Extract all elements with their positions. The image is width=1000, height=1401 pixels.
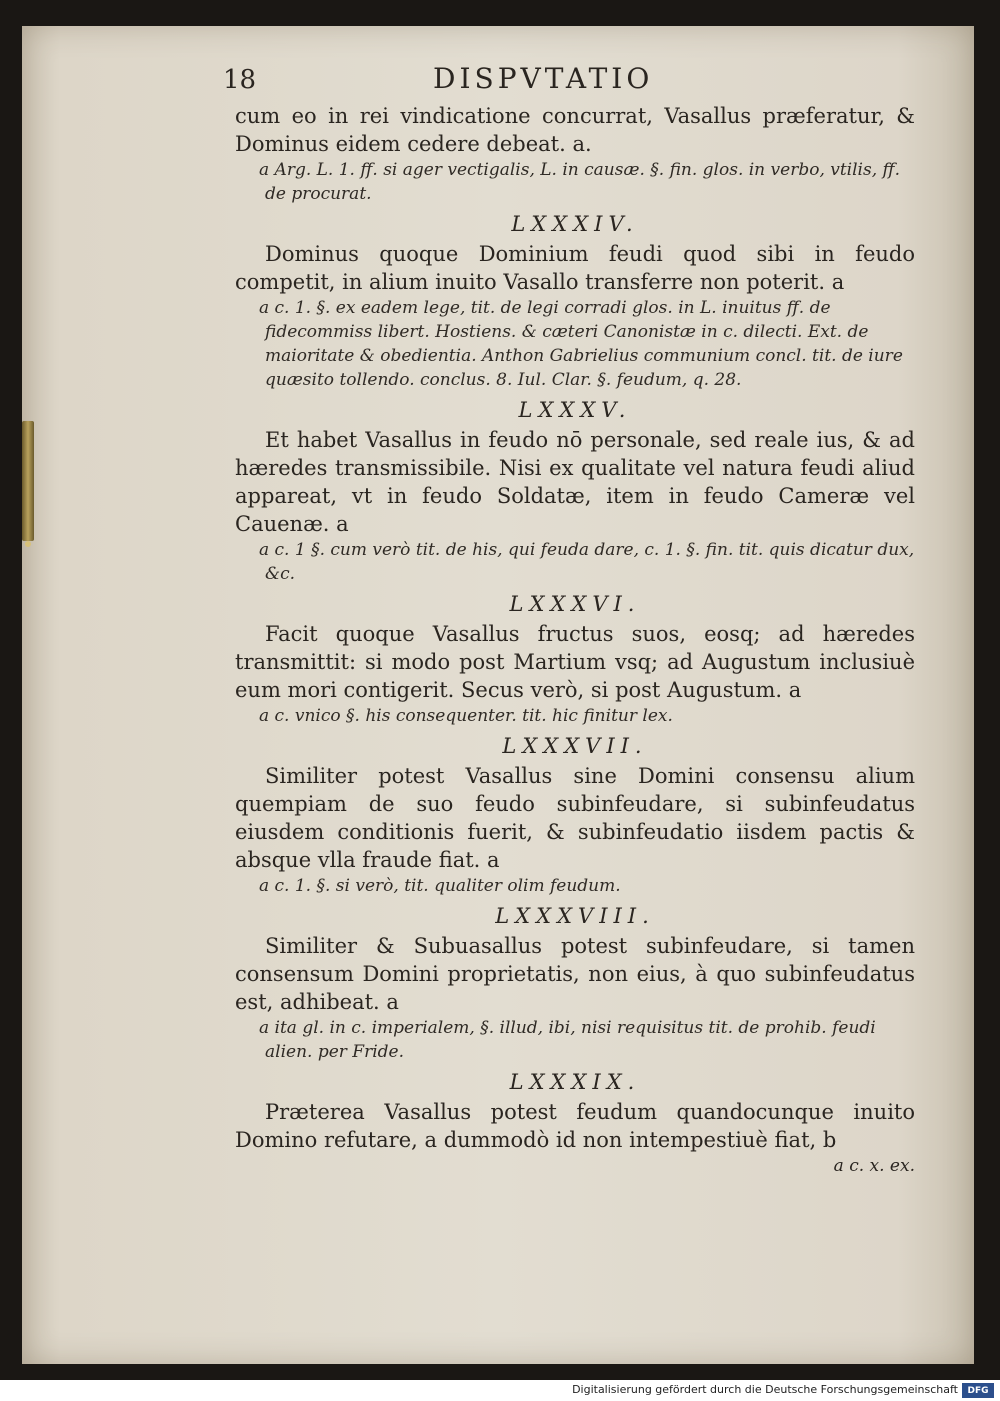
section-number: LXXXVIII. bbox=[495, 904, 655, 928]
paragraph: Similiter potest Vasallus sine Domini consensu alium quempiam de suo feudo subinfeudare, si subinfeudatus eiusdem conditionis fuerit, & subinfeudatio iisdem pactis & absque vlla fraude fiat. a bbox=[235, 764, 915, 872]
footnote: a ita gl. in c. imperialem, §. illud, ibi, nisi requisitus tit. de prohib. feudi alien. per Fride. bbox=[259, 1018, 876, 1062]
running-head bbox=[223, 62, 915, 102]
page-number: 18 bbox=[223, 65, 257, 95]
section-number: LXXXVI. bbox=[509, 592, 641, 616]
running-head-title: DISPVTATIO bbox=[433, 62, 654, 95]
paragraph: Facit quoque Vasallus fructus suos, eosq; ad hæredes transmittit: si modo post Martium vsq; ad Augustum inclusiuè eum mori contigerit. Secus verò, si post Augustum. a bbox=[235, 622, 915, 702]
section-number: LXXXIX. bbox=[509, 1070, 641, 1094]
paragraph: Dominus quoque Dominium feudi quod sibi in feudo competit, in alium inuito Vasallo transferre non poterit. a bbox=[235, 242, 915, 294]
paragraph-continuation: cum eo in rei vindicatione concurrat, Vasallus præferatur, & Dominus eidem cedere debeat. a. bbox=[235, 104, 915, 156]
footnote: a c. 1. §. si verò, tit. qualiter olim feudum. bbox=[259, 876, 621, 896]
dfg-logo-icon: DFG bbox=[962, 1383, 994, 1398]
binding-clasp bbox=[22, 421, 34, 541]
page-content bbox=[223, 62, 915, 1176]
section-number: LXXXVII. bbox=[502, 734, 648, 758]
section-number: LXXXV. bbox=[518, 398, 632, 422]
footnote: a c. 1 §. cum verò tit. de his, qui feuda dare, c. 1. §. fin. tit. quis dicatur dux, &c. bbox=[259, 540, 915, 584]
funding-notice: Digitalisierung gefördert durch die Deutsche Forschungsgemeinschaft bbox=[572, 1383, 958, 1396]
section-number: LXXXIV. bbox=[511, 212, 639, 236]
paragraph: Et habet Vasallus in feudo nō personale, sed reale ius, & ad hæredes transmissibile. Nisi ex qualitate vel natura feudi aliud appareat, vt in feudo Soldatæ, item in feudo Cameræ vel Cauenæ. a bbox=[235, 428, 915, 536]
footer-bar bbox=[0, 1380, 1000, 1401]
paragraph: Similiter & Subuasallus potest subinfeudare, si tamen consensum Domini proprietatis, non eius, à quo subinfeudatus est, adhibeat. a bbox=[235, 934, 915, 1014]
footnote: a c. 1. §. ex eadem lege, tit. de legi corradi glos. in L. inuitus ff. de fidecommiss libert. Hostiens. & cæteri Canonistæ in c. dilecti. Ext. de maioritate & obedientia. Anthon Gabrielius communium concl. tit. de iure quæsito tollendo. conclus. 8. Iul. Clar. §. feudum, q. 28. bbox=[259, 298, 903, 390]
paragraph: Præterea Vasallus potest feudum quandocunque inuito Domino refutare, a dummodò id non intempestiuè fiat, b bbox=[235, 1100, 915, 1152]
catchword: a c. x. ex. bbox=[833, 1156, 915, 1176]
clasp-rivet bbox=[25, 541, 31, 547]
footnote: a c. vnico §. his consequenter. tit. hic finitur lex. bbox=[259, 706, 673, 726]
footnote: a Arg. L. 1. ff. si ager vectigalis, L. in causæ. §. fin. glos. in verbo, vtilis, ff. de procurat. bbox=[259, 160, 900, 204]
